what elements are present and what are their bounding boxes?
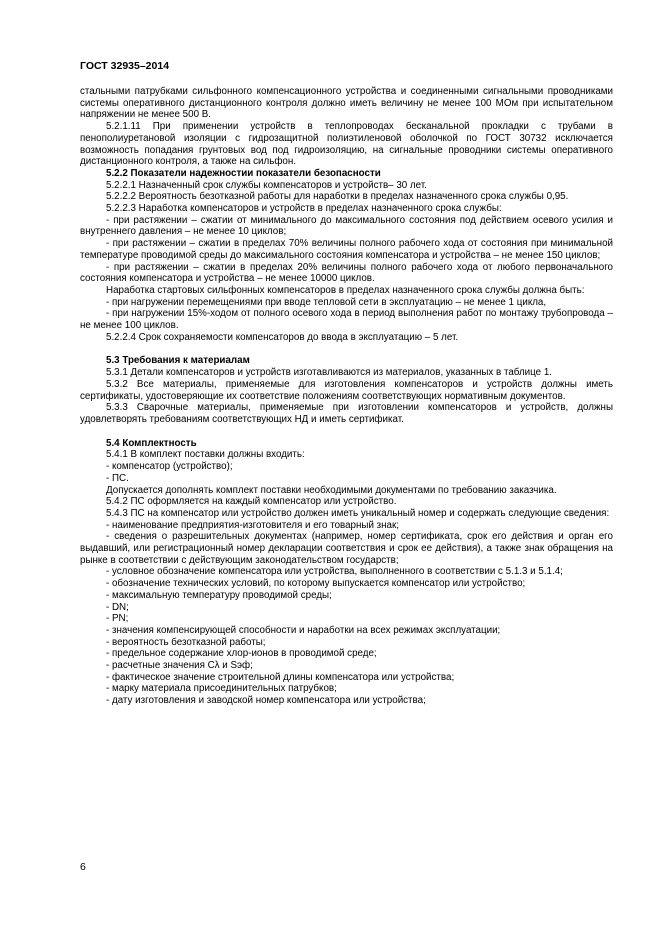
paragraph: 5.2.1.11 При применении устройств в теплопроводах бесканальной прокладки с трубами в пенополиуретановой изоляции с гидрозащитной полиэтиленовой оболочкой по ГОСТ 30732 исключается возможность попадания грунтовых вод под гидроизоляцию, на сигнальные проводники системы оперативного дистанционного контроля, а также на сильфон. [80, 121, 613, 168]
list-item: - значения компенсирующей способности и наработки на всех режимах эксплуатации; [106, 624, 501, 636]
list-item: - компенсатор (устройство); [106, 461, 233, 473]
list-item: - условное обозначение компенсатора или устройства, выполненного в соответствии с 5.1.3 и 5.1.4; [106, 566, 563, 578]
list-item: - при нагружении перемещениями при вводе тепловой сети в эксплуатацию – не менее 1 цикла, [106, 296, 547, 308]
document-body [80, 86, 613, 707]
paragraph: Допускается дополнять комплект поставки необходимыми документами по требованию заказчика. [106, 484, 557, 496]
list-item: - фактическое значение строительной длины компенсатора или устройства; [106, 671, 455, 683]
paragraph: 5.3.2 Все материалы, применяемые для изготовления компенсаторов и устройств должны иметь сертификаты, удостоверяющие их соответствие положениям соответствующих нормативным документов. [80, 378, 613, 402]
section-heading: 5.2.2 Показатели надежностии показатели безопасности [106, 167, 381, 179]
section-heading: 5.4 Комплектность [106, 437, 197, 449]
list-item: - вероятность безотказной работы; [106, 636, 266, 648]
list-item: - при растяжении – сжатии в пределах 20% величины полного рабочего хода от любого первоначального состояния компенсатора и устройства – не менее 10000 циклов. [80, 261, 613, 285]
paragraph: 5.4.2 ПС оформляется на каждый компенсатор или устройство. [106, 496, 397, 508]
document-header: ГОСТ 32935–2014 [80, 60, 170, 72]
list-item: - при растяжении – сжатии в пределах 70% величины полного рабочего хода от состояния при минимальной температуре проводимой среды до максимального состояния компенсатора и устройства – не менее 150 циклов; [80, 238, 613, 261]
list-item: - PN; [106, 613, 129, 625]
paragraph: 5.2.2.2 Вероятность безотказной работы для наработки в пределах назначенного срока службы 0,95. [106, 191, 569, 203]
paragraph: стальными патрубками сильфонного компенсационного устройства и соединенными сигнальными проводниками системы оперативного дистанционного контроля должно иметь величину не менее 100 МОм при испытательном напряжении не менее 500 В. [80, 86, 613, 121]
paragraph: 5.2.2.1 Назначенный срок службы компенсаторов и устройств– 30 лет. [106, 179, 427, 191]
list-item: - DN; [106, 601, 129, 613]
list-item: - максимальную температуру проводимой среды; [106, 589, 332, 601]
list-item: - обозначение технических условий, по которому выпускается компенсатор или устройство; [106, 578, 526, 590]
list-item: - расчетные значения Сλ и Sэф; [106, 660, 253, 672]
list-item: - наименование предприятия-изготовителя и его товарный знак; [106, 519, 400, 531]
paragraph: 5.2.2.4 Срок сохраняемости компенсаторов до ввода в эксплуатацию – 5 лет. [106, 331, 459, 343]
list-item: - при растяжении – сжатии от минимального до максимального состояния под действием осевого усилия и внутреннего давления – не менее 10 циклов; [80, 214, 613, 238]
paragraph: 5.2.2.3 Наработка компенсаторов и устройств в пределах назначенного срока службы: [106, 203, 502, 215]
paragraph: 5.4.1 В комплект поставки должны входить: [106, 449, 305, 461]
paragraph: 5.4.3 ПС на компенсатор или устройство должен иметь уникальный номер и содержать следующие сведения: [106, 507, 610, 519]
list-item: - сведения о разрешительных документах (например, номер сертификата, срок его действия и орган его выдавший, или регистрационный номер декларации соответствия и срок ее действия), а также знак обращения на рынке в соответствии с действующим законодательством государств; [80, 531, 613, 566]
paragraph: 5.3.3 Сварочные материалы, применяемые при изготовлении компенсаторов и устройств, должны удовлетворять требованиям соответствующих НД и иметь сертификат. [80, 402, 613, 425]
list-item: - марку материала присоединительных патрубков; [106, 683, 337, 695]
list-item: - дату изготовления и заводской номер компенсатора или устройства; [106, 695, 426, 707]
list-item: - при нагружении 15%-ходом от полного осевого хода в период выполнения работ по монтажу трубопровода – не менее 100 циклов. [80, 308, 613, 332]
paragraph: 5.3.1 Детали компенсаторов и устройств изготавливаются из материалов, указанных в таблице 1. [106, 367, 552, 379]
list-item: - ПС. [106, 472, 129, 484]
paragraph: Наработка стартовых сильфонных компенсаторов в пределах назначенного срока службы должна быть: [106, 284, 585, 296]
section-heading: 5.3 Требования к материалам [106, 355, 250, 367]
page-number: 6 [80, 861, 86, 873]
list-item: - предельное содержание хлор-ионов в проводимой среде; [106, 648, 377, 660]
